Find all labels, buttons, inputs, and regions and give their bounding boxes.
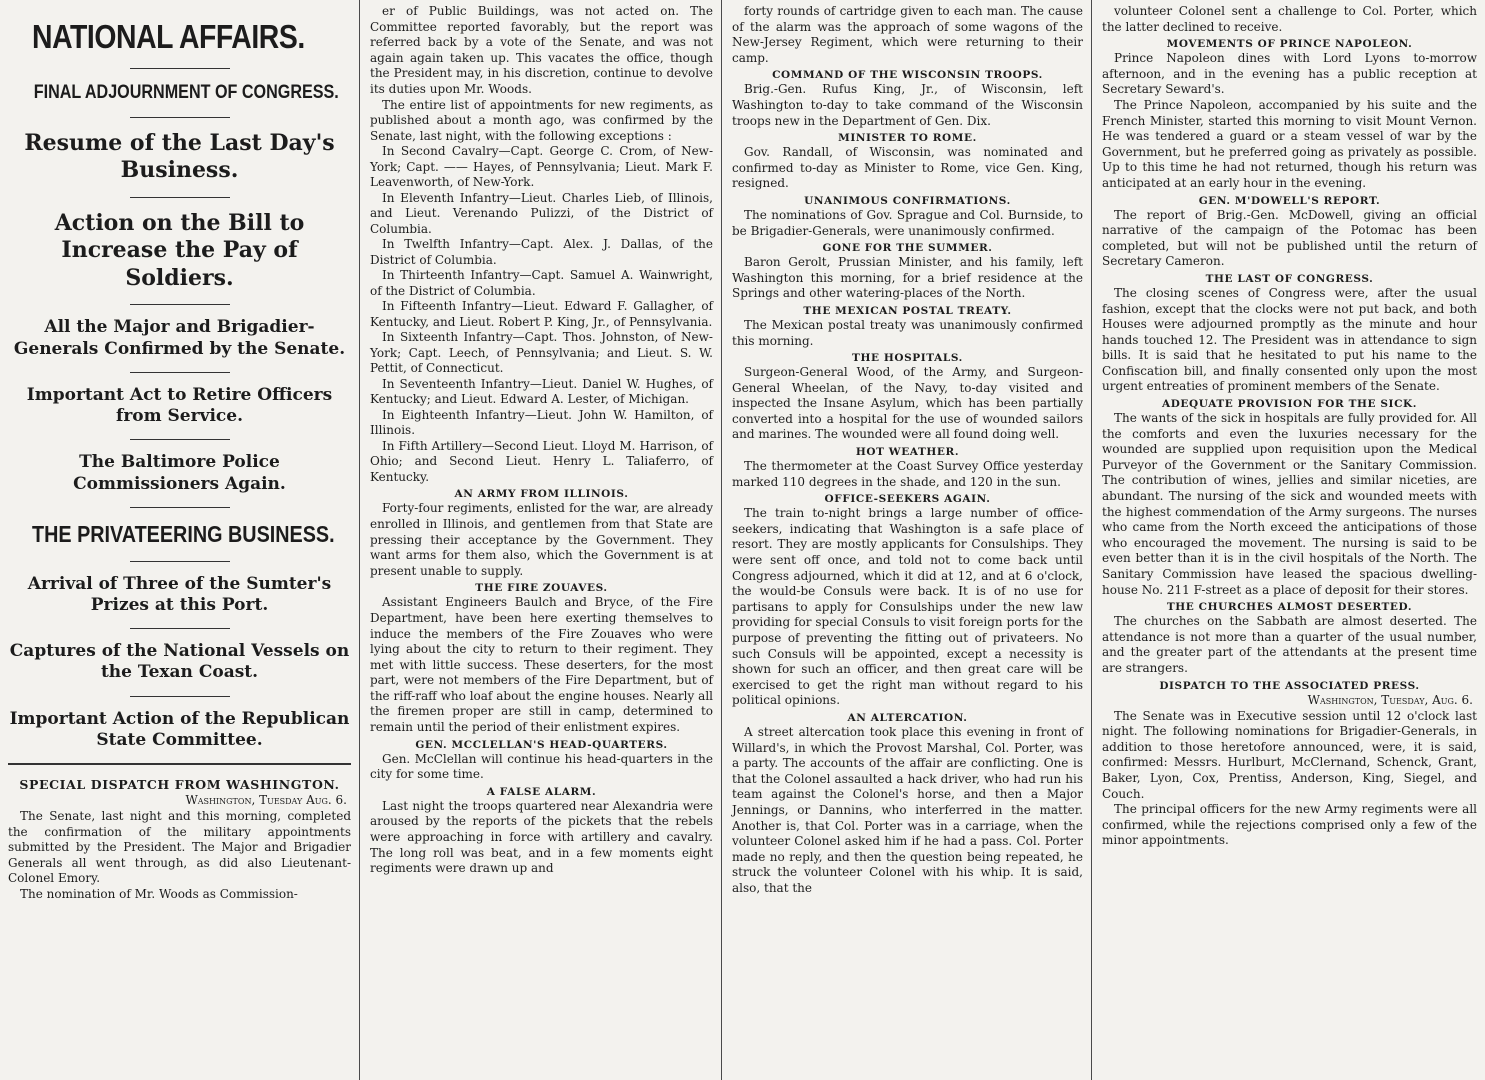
- paragraph: The thermometer at the Coast Survey Office yesterday marked 110 degrees in the shade, and 120 in the sun.: [732, 459, 1083, 489]
- paragraph: Assistant Engineers Baulch and Bryce, of the Fire Department, have been here exerting themselves to induce the members of the Fire Zouaves who were lying about the city to return to their regiment. They met with little success. These deserters, for the most part, were not members of the Fire Department, but of the riff-raff who loaf about the engine houses. Nearly all the firemen proper are still in camp, determined to remain until the period of their enlistment expires.: [370, 595, 713, 735]
- headline: The Baltimore Police Commissioners Again.: [73, 452, 286, 494]
- paragraph: er of Public Buildings, was not acted on. The Committee reported favorably, but the report was referred back by a vote of the Senate, and was not again again taken up. This vacates the office, though the President may, in his discretion, continue to devolve its duties upon Mr. Woods.: [370, 4, 713, 96]
- paragraph: Surgeon-General Wood, of the Army, and Surgeon-General Wheelan, of the Navy, to-day visited and inspected the Insane Asylum, which has been partially converted into a hospital for the use of wounded sailors and marines. The wounded were all found doing well.: [732, 365, 1083, 442]
- paragraph: The Senate was in Executive session until 12 o'clock last night. The following nominations for Brigadier-Generals, in addition to those heretofore announced, were, it is said, confirmed: Messrs. Hurlburt, McClernand, Schenck, Grant, Baker, Lyon, Cox, Prentiss, Anderson, King, Siegel, and Couch.: [1102, 708, 1477, 801]
- appointment-entry: In Sixteenth Infantry—Capt. Thos. Johnston, of New-York; Capt. Leech, of Pennsylvania; and Lieut. S. W. Pettit, of Connecticut.: [370, 330, 713, 376]
- column-1: [0, 0, 360, 1080]
- section-heading: COMMAND OF THE WISCONSIN TROOPS.: [772, 69, 1043, 82]
- section-heading: OFFICE-SEEKERS AGAIN.: [824, 493, 991, 506]
- divider: [130, 117, 230, 118]
- dateline: Washington, Tuesday Aug. 6.: [185, 793, 347, 807]
- divider: [130, 561, 230, 562]
- paragraph: The Senate, last night and this morning, completed the confirmation of the military appointments submitted by the President. The Major and Brigadier Generals all went through, as did also Lieutenant-Colonel Emory.: [8, 809, 351, 886]
- appointment-entry: In Twelfth Infantry—Capt. Alex. J. Dallas, of the District of Columbia.: [370, 237, 713, 267]
- section-heading: GEN. M'DOWELL'S REPORT.: [1198, 194, 1381, 207]
- paragraph: A street altercation took place this evening in front of Willard's, in which the Provost Marshal, Col. Porter, was a party. The accounts of the affair are conflicting. One is that the Colonel assaulted a hack driver, who had run his team against the Colonel's horse, and then a Major Jennings, or Dannins, who interferred in the matter. Another is, that Col. Porter was in a carriage, when the volunteer Colonel asked him if he had a pass. Col. Porter made no reply, and then the question being repeated, he struck the volunteer Colonel with his whip. It is said, also, that the: [732, 724, 1083, 895]
- section-heading: DISPATCH TO THE ASSOCIATED PRESS.: [1159, 679, 1420, 692]
- paragraph: The principal officers for the new Army regiments were all confirmed, while the rejections comprised only a few of the minor appointments.: [1102, 802, 1477, 848]
- appointment-entry: In Second Cavalry—Capt. George C. Crom, of New-York; Capt. —— Hayes, of Pennsylvania; Lieut. Mark F. Leavenworth, of New-York.: [370, 144, 713, 190]
- paragraph: Gov. Randall, of Wisconsin, was nominated and confirmed to-day as Minister to Rome, vice Gen. King, resigned.: [732, 145, 1083, 191]
- paragraph: forty rounds of cartridge given to each man. The cause of the alarm was the approach of some wagons of the New-Jersey Regiment, which were returning to their camp.: [732, 4, 1083, 65]
- column-3: [722, 0, 1092, 1080]
- paragraph: The wants of the sick in hospitals are fully provided for. All the comforts and even the luxuries necessary for the wounded are supplied upon requisition upon the Medical Purveyor of the Government or the Sanitary Commission. The contribution of wines, jellies and similar niceties, are abundant. The nursing of the sick and wounded meets with the highest commendation of the Army surgeons. The nurses who came from the North exceed the anticipations of those who encouraged the movement. The nursing is said to be even better than it is in the civil hospitals of the North. The Sanitary Commission have leased the spacious dwelling-house No. 211 F-street as a place of deposit for their stores.: [1102, 411, 1477, 597]
- appointment-entry: In Thirteenth Infantry—Capt. Samuel A. Wainwright, of the District of Columbia.: [370, 268, 713, 298]
- paragraph: Gen. McClellan will continue his head-quarters in the city for some time.: [370, 751, 713, 782]
- appointment-entry: In Fifteenth Infantry—Lieut. Edward F. Gallagher, of Kentucky, and Lieut. Robert P. King, Jr., of Pennsylvania.: [370, 299, 713, 329]
- divider: [130, 372, 230, 373]
- divider: [8, 763, 351, 765]
- section-heading: GEN. MCCLELLAN'S HEAD-QUARTERS.: [415, 738, 668, 751]
- headline: Captures of the National Vessels on the Texan Coast.: [9, 641, 350, 683]
- section-heading: THE FIRE ZOUAVES.: [475, 582, 608, 595]
- divider: [130, 628, 230, 629]
- paragraph: The nominations of Gov. Sprague and Col. Burnside, to be Brigadier-Generals, were unanimously confirmed.: [732, 207, 1083, 238]
- section-heading: THE CHURCHES ALMOST DESERTED.: [1166, 601, 1413, 614]
- section-heading: ADEQUATE PROVISION FOR THE SICK.: [1161, 398, 1418, 411]
- section-heading: HOT WEATHER.: [855, 446, 960, 459]
- paragraph: The report of Brig.-Gen. McDowell, giving an official narrative of the campaign of the Potomac has been completed, but will not be published until the return of Secretary Cameron.: [1102, 207, 1477, 269]
- section-heading: GONE FOR THE SUMMER.: [822, 242, 993, 255]
- headline: Resume of the Last Day's Business.: [24, 129, 335, 184]
- section-heading: MINISTER TO ROME.: [838, 132, 977, 145]
- headline: THE PRIVATEERING BUSINESS.: [32, 520, 335, 547]
- headline: Important Action of the Republican State Committee.: [9, 708, 350, 750]
- divider: [130, 696, 230, 697]
- section-heading: AN ALTERCATION.: [847, 711, 968, 724]
- section-heading: UNANIMOUS CONFIRMATIONS.: [804, 194, 1011, 207]
- paragraph: The closing scenes of Congress were, after the usual fashion, except that the clocks were not put back, and both Houses were adjourned promptly as the minute and hour hands touched 12. The President was in attendance to sign bills. It is said that he hesitated to put his name to the Confiscation bill, and finally consented only upon the most urgent entreaties of prominent members of the Senate.: [1102, 285, 1477, 394]
- paragraph: The entire list of appointments for new regiments, as published about a month ago, was confirmed by the Senate, last night, with the following exceptions :: [370, 97, 713, 143]
- divider: [130, 304, 230, 305]
- dateline: Washington, Tuesday, Aug. 6.: [1307, 692, 1473, 707]
- appointment-entry: In Eleventh Infantry—Lieut. Charles Lieb, of Illinois, and Lieut. Verenando Pulizzi, of the District of Columbia.: [370, 190, 713, 236]
- headline: Important Act to Retire Officers from Service.: [26, 384, 333, 426]
- section-heading: AN ARMY FROM ILLINOIS.: [454, 488, 629, 501]
- divider: [130, 439, 230, 440]
- paragraph: The Prince Napoleon, accompanied by his suite and the French Minister, started this morning to visit Mount Vernon. He was tendered a guard or a steam vessel of war by the Government, but he preferred going as privately as possible. Up to this time he had not returned, though his return was anticipated at an early hour in the evening.: [1102, 97, 1477, 190]
- divider: [130, 507, 230, 508]
- appointment-entry: In Eighteenth Infantry—Lieut. John W. Hamilton, of Illinois.: [370, 407, 713, 438]
- paragraph: The train to-night brings a large number of office-seekers, indicating that Washington is a safe place of resort. They are mostly applicants for Consulships. They were sent off once, and told not to come back until Congress adjourned, which it did at 12, and at 6 o'clock, the would-be Consuls were back. It is of no use for partisans to apply for Consulships under the new law providing for special Consuls to visit foreign ports for the purpose of preventing the fitting out of privateers. No such Consuls will be appointed, except a necessity is shown for such an officer, and then great care will be exercised to get the right man without regard to his political opinions.: [732, 506, 1083, 708]
- divider: [130, 68, 230, 69]
- paragraph: volunteer Colonel sent a challenge to Col. Porter, which the latter declined to receive.: [1102, 4, 1477, 34]
- paragraph: The Mexican postal treaty was unanimously confirmed this morning.: [732, 317, 1083, 348]
- paragraph: Last night the troops quartered near Alexandria were aroused by the reports of the pickets that the rebels were approaching in force with artillery and cavalry. The long roll was beat, and in a few moments eight regiments were drawn up and: [370, 798, 713, 876]
- headline: Arrival of Three of the Sumter's Prizes at this Port.: [27, 573, 332, 615]
- section-heading: THE MEXICAN POSTAL TREATY.: [803, 304, 1012, 317]
- column-2: [360, 0, 722, 1080]
- paragraph: The churches on the Sabbath are almost deserted. The attendance is not more than a quarter of the usual number, and the greater part of the attendants at the present time are strangers.: [1102, 614, 1477, 675]
- section-heading: A FALSE ALARM.: [486, 785, 597, 798]
- section-heading: THE LAST OF CONGRESS.: [1205, 272, 1374, 285]
- paragraph: The nomination of Mr. Woods as Commission-: [20, 886, 298, 901]
- section-heading: THE HOSPITALS.: [852, 352, 963, 365]
- headline: FINAL ADJOURNMENT OF CONGRESS.: [33, 82, 339, 103]
- divider: [130, 197, 230, 198]
- masthead-title: NATIONAL AFFAIRS.: [32, 18, 305, 55]
- column-4: [1092, 0, 1485, 1080]
- headline: All the Major and Brigadier-Generals Confirmed by the Senate.: [13, 317, 346, 359]
- paragraph: Forty-four regiments, enlisted for the war, are already enrolled in Illinois, and gentlemen from that State are pressing their acceptance by the Government. They want arms for them also, which the Government is at present unable to supply.: [370, 501, 713, 578]
- paragraph: Brig.-Gen. Rufus King, Jr., of Wisconsin, left Washington to-day to take command of the Wisconsin troops new in the Department of Gen. Dix.: [732, 82, 1083, 128]
- appointment-entry: In Seventeenth Infantry—Lieut. Daniel W. Hughes, of Kentucky; and Lieut. Edward A. Lester, of Michigan.: [370, 376, 713, 407]
- section-heading: MOVEMENTS OF PRINCE NAPOLEON.: [1166, 38, 1413, 51]
- appointment-entry: In Fifth Artillery—Second Lieut. Lloyd M. Harrison, of Ohio; and Second Lieut. Henry L. Taliaferro, of Kentucky.: [370, 438, 713, 484]
- headline: Action on the Bill to Increase the Pay of Soldiers.: [54, 209, 305, 291]
- paragraph: Prince Napoleon dines with Lord Lyons to-morrow afternoon, and in the evening has a public reception at Secretary Seward's.: [1102, 51, 1477, 97]
- paragraph: Baron Gerolt, Prussian Minister, and his family, left Washington this morning, for a brief residence at the Springs and other watering-places of the North.: [732, 255, 1083, 301]
- section-heading: SPECIAL DISPATCH FROM WASHINGTON.: [19, 777, 340, 792]
